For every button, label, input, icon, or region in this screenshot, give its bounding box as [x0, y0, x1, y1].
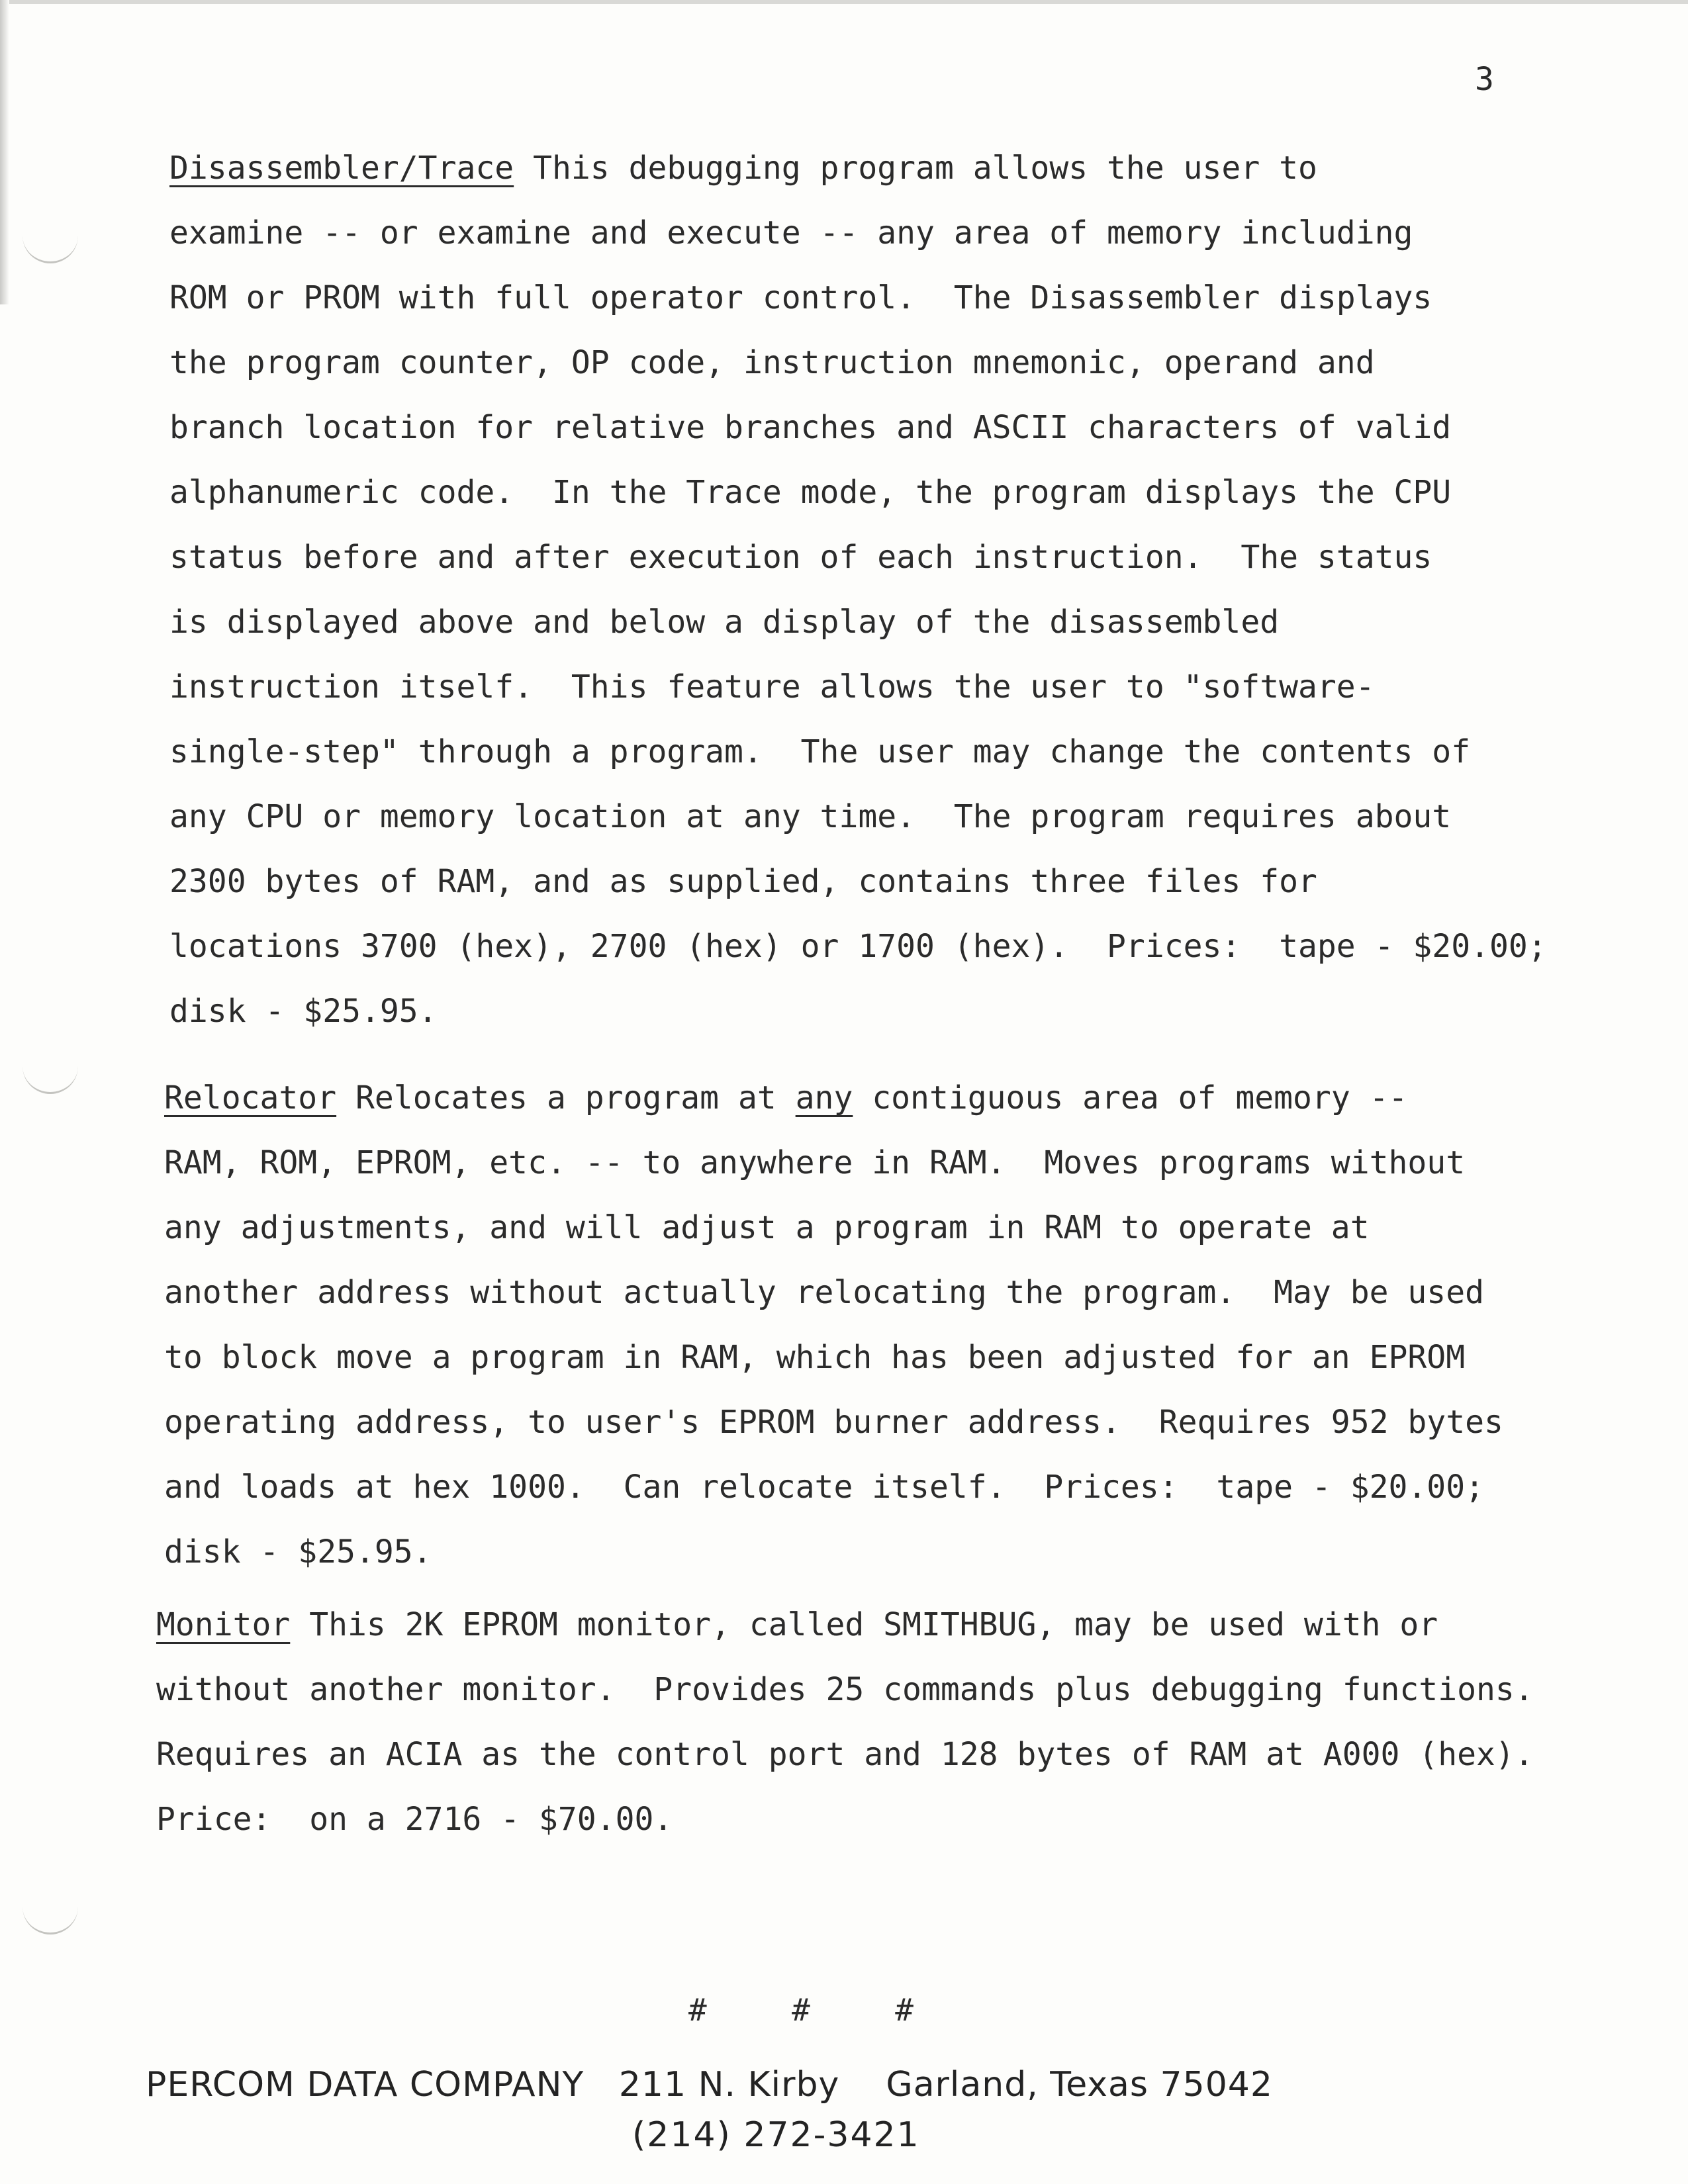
- company-phone: (214) 272-3421: [632, 2115, 920, 2155]
- page-top-edge: [0, 0, 1688, 4]
- paragraph-monitor: [156, 1592, 1534, 1852]
- paragraph-line: status before and after execution of each instruction. The status: [169, 539, 1432, 576]
- paragraph-line: any CPU or memory location at any time. The program requires about: [169, 798, 1452, 835]
- paragraph-line: locations 3700 (hex), 2700 (hex) or 1700 (hex). Prices: tape - $20.00;: [169, 928, 1547, 965]
- end-mark: #: [895, 1992, 914, 2028]
- paragraph-line: the program counter, OP code, instruction mnemonic, operand and: [169, 344, 1375, 381]
- paragraph-line: 2300 bytes of RAM, and as supplied, contains three files for: [169, 863, 1317, 900]
- page-number: 3: [1475, 61, 1494, 98]
- line-text: Relocates a program at: [336, 1079, 796, 1116]
- binder-hole-mark: [23, 1046, 78, 1094]
- binder-hole-mark: [23, 1886, 78, 1934]
- paragraph-relocator: [164, 1066, 1503, 1584]
- paragraph-line: [156, 1592, 1534, 1657]
- end-mark: #: [688, 1992, 707, 2028]
- paragraph-line: RAM, ROM, EPROM, etc. -- to anywhere in RAM. Moves programs without: [164, 1144, 1466, 1181]
- company-address: PERCOM DATA COMPANY 211 N. Kirby Garland, Texas 75042: [146, 2065, 1273, 2105]
- section-heading: Monitor: [156, 1606, 291, 1643]
- paragraph-line: Price: on a 2716 - $70.00.: [156, 1801, 673, 1838]
- paragraph-line: another address without actually relocating the program. May be used: [164, 1274, 1484, 1311]
- end-mark: #: [792, 1992, 810, 2028]
- section-heading: Disassembler/Trace: [169, 150, 514, 187]
- paragraph-line: alphanumeric code. In the Trace mode, the program displays the CPU: [169, 474, 1452, 511]
- emphasis-text: any: [795, 1079, 853, 1116]
- paragraph-line: any adjustments, and will adjust a program in RAM to operate at: [164, 1209, 1370, 1246]
- binder-hole-mark: [23, 215, 78, 263]
- section-heading: Relocator: [164, 1079, 337, 1116]
- paragraph-disassembler-trace: [169, 136, 1547, 1044]
- paragraph-line: to block move a program in RAM, which has been adjusted for an EPROM: [164, 1339, 1466, 1376]
- paragraph-line: examine -- or examine and execute -- any area of memory including: [169, 214, 1413, 251]
- paragraph-line: and loads at hex 1000. Can relocate itself. Prices: tape - $20.00;: [164, 1469, 1484, 1506]
- line-text: contiguous area of memory --: [853, 1079, 1408, 1116]
- line-text: This debugging program allows the user to: [514, 150, 1317, 187]
- paragraph-line: single-step" through a program. The user may change the contents of: [169, 733, 1471, 770]
- paragraph-line: ROM or PROM with full operator control. The Disassembler displays: [169, 279, 1432, 316]
- paragraph-line: branch location for relative branches and ASCII characters of valid: [169, 409, 1452, 446]
- paragraph-line: disk - $25.95.: [164, 1533, 432, 1570]
- paragraph-line: [164, 1066, 1503, 1130]
- end-marks: [688, 1992, 914, 2028]
- paragraph-line: Requires an ACIA as the control port and 128 bytes of RAM at A000 (hex).: [156, 1736, 1534, 1773]
- page-fold-shadow: [0, 0, 9, 304]
- paragraph-line: instruction itself. This feature allows the user to "software-: [169, 668, 1375, 705]
- paragraph-line: operating address, to user's EPROM burner address. Requires 952 bytes: [164, 1404, 1503, 1441]
- line-text: This 2K EPROM monitor, called SMITHBUG, may be used with or: [290, 1606, 1438, 1643]
- paragraph-line: [169, 136, 1547, 201]
- paragraph-line: is displayed above and below a display of the disassembled: [169, 604, 1280, 641]
- paragraph-line: disk - $25.95.: [169, 993, 438, 1030]
- paragraph-line: without another monitor. Provides 25 commands plus debugging functions.: [156, 1671, 1534, 1708]
